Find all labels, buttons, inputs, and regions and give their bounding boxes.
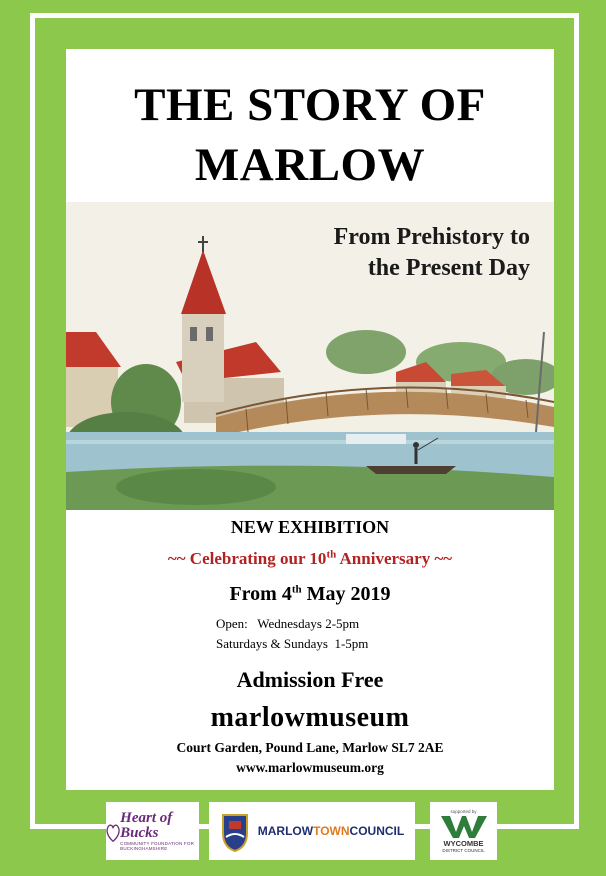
town-town: TOWN bbox=[313, 824, 350, 838]
town-marlow: MARLOW bbox=[257, 824, 314, 838]
heart-icon bbox=[106, 811, 120, 851]
wycombe-council-logo bbox=[430, 802, 497, 860]
wycombe-sub: DISTRICT COUNCIL bbox=[442, 848, 485, 853]
bucks-tagline: COMMUNITY FOUNDATION FOR BUCKINGHAMSHIRE bbox=[120, 841, 195, 851]
museum-address: Court Garden, Pound Lane, Marlow SL7 2AE bbox=[176, 740, 444, 755]
wycombe-w-icon bbox=[441, 814, 487, 840]
date-prefix: From 4 bbox=[229, 583, 292, 605]
museum-name: marlowmuseum bbox=[210, 702, 410, 733]
title-line-2: MARLOW bbox=[194, 139, 426, 191]
heart-of-bucks-logo bbox=[106, 802, 199, 860]
date-suffix: May 2019 bbox=[301, 583, 391, 605]
poster bbox=[66, 49, 554, 790]
marlow-bridge-illustration bbox=[66, 202, 554, 510]
anniversary-ordinal: th bbox=[326, 548, 337, 561]
opening-date bbox=[66, 583, 554, 606]
wycombe-supported: supported by bbox=[450, 809, 477, 814]
crest-icon bbox=[220, 809, 250, 853]
title-line-1: THE STORY OF bbox=[134, 79, 486, 131]
opening-hours-weekday: Open: Wednesdays 2-5pm bbox=[216, 616, 360, 631]
wycombe-name: WYCOMBE bbox=[443, 839, 484, 848]
exhibition-label: NEW EXHIBITION bbox=[230, 517, 390, 537]
town-council: COUNCIL bbox=[349, 824, 405, 838]
opening-hours-weekend: Saturdays & Sundays 1-5pm bbox=[216, 636, 369, 651]
anniversary-prefix: ~~ Celebrating our 10 bbox=[167, 549, 327, 568]
museum-website[interactable]: www.marlowmuseum.org bbox=[236, 760, 384, 775]
subtitle-line-2: the Present Day bbox=[367, 255, 530, 281]
bucks-line-1: Heart of bbox=[120, 810, 173, 826]
marlow-town-council-logo bbox=[209, 802, 415, 860]
anniversary-suffix: Anniversary ~~ bbox=[336, 549, 453, 568]
anniversary-line bbox=[66, 549, 554, 569]
bucks-line-2: Bucks bbox=[120, 825, 159, 841]
subtitle-line-1: From Prehistory to bbox=[333, 224, 530, 250]
date-ordinal: th bbox=[291, 583, 302, 596]
admission-info: Admission Free bbox=[236, 667, 384, 692]
